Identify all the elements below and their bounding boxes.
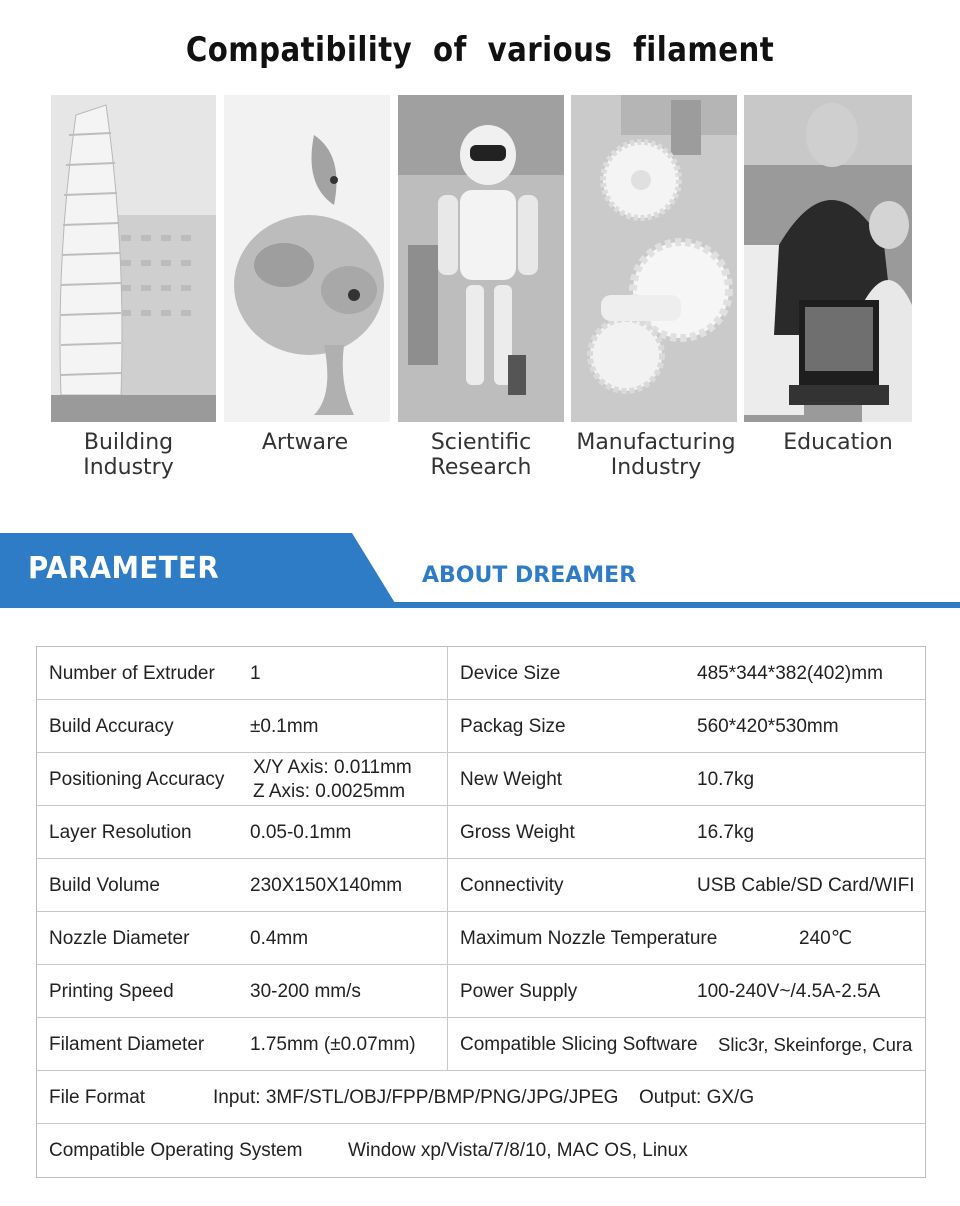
spec-label: Filament Diameter	[49, 1033, 205, 1055]
education-photo	[744, 95, 912, 422]
table-row	[37, 700, 925, 753]
spec-table	[36, 646, 926, 1178]
spec-label: Number of Extruder	[49, 662, 215, 684]
spec-value-output: Output: GX/G	[639, 1086, 755, 1108]
caption-artware: Artware	[261, 430, 349, 455]
caption-education: Education	[783, 430, 893, 455]
caption-scientific-research: Scientific Research	[430, 430, 532, 480]
spec-value: 240℃	[799, 928, 853, 949]
spec-value-line1: X/Y Axis: 0.011mm	[253, 756, 412, 778]
table-row	[37, 647, 925, 700]
table-row	[37, 912, 925, 965]
caption-manufacturing-industry: Manufacturing Industry	[576, 430, 736, 480]
table-row	[37, 1071, 925, 1124]
spec-label: Device Size	[460, 662, 561, 684]
spec-value: Window xp/Vista/7/8/10, MAC OS, Linux	[348, 1139, 688, 1161]
spec-value-input: Input: 3MF/STL/OBJ/FPP/BMP/PNG/JPG/JPEG	[213, 1086, 619, 1108]
spec-label: Gross Weight	[460, 821, 575, 843]
spec-label: Nozzle Diameter	[49, 927, 190, 949]
page-title: Compatibility of various filament	[185, 30, 775, 70]
tab-about-dreamer[interactable]: ABOUT DREAMER	[422, 563, 637, 588]
table-row	[37, 859, 925, 912]
spec-value: 30-200 mm/s	[250, 980, 361, 1002]
spec-value: 100-240V~/4.5A-2.5A	[697, 980, 881, 1002]
spec-label: Layer Resolution	[49, 821, 192, 843]
spec-label: File Format	[49, 1086, 146, 1108]
spec-value-line2: Z Axis: 0.0025mm	[253, 780, 406, 802]
table-row	[37, 1018, 925, 1071]
spec-value: 485*344*382(402)mm	[697, 662, 883, 684]
spec-label: Packag Size	[460, 715, 566, 737]
tab-parameter-label[interactable]: PARAMETER	[28, 551, 220, 586]
spec-label: Power Supply	[460, 980, 578, 1002]
spec-label: Build Volume	[49, 874, 160, 896]
spec-value: 10.7kg	[697, 768, 755, 790]
table-row	[37, 806, 925, 859]
spec-value: 0.05-0.1mm	[250, 821, 352, 843]
spec-label: Build Accuracy	[49, 715, 174, 737]
spec-label: New Weight	[460, 768, 563, 790]
spec-label: Maximum Nozzle Temperature	[460, 927, 718, 949]
spec-value: 1.75mm (±0.07mm)	[250, 1033, 416, 1055]
spec-label: Compatible Slicing Software	[460, 1033, 698, 1055]
scientific-research-photo	[398, 95, 564, 422]
table-row	[37, 1124, 925, 1177]
table-row	[37, 753, 925, 806]
spec-value: 1	[250, 662, 261, 684]
manufacturing-industry-photo	[571, 95, 737, 422]
table-row	[37, 965, 925, 1018]
caption-building-industry: Building Industry	[83, 430, 174, 480]
spec-value: ±0.1mm	[250, 715, 319, 737]
spec-label: Positioning Accuracy	[49, 768, 225, 790]
artware-photo	[224, 95, 390, 422]
spec-value: 560*420*530mm	[697, 715, 839, 737]
spec-value: 16.7kg	[697, 821, 755, 843]
spec-label: Printing Speed	[49, 980, 174, 1002]
spec-value: Slic3r, Skeinforge, Cura	[718, 1033, 913, 1055]
spec-value: USB Cable/SD Card/WIFI	[697, 874, 915, 896]
spec-label: Connectivity	[460, 874, 564, 896]
spec-label: Compatible Operating System	[49, 1139, 303, 1161]
building-industry-photo	[51, 95, 216, 422]
spec-value: 230X150X140mm	[250, 874, 403, 896]
spec-value	[253, 753, 412, 806]
spec-value: 0.4mm	[250, 927, 309, 949]
